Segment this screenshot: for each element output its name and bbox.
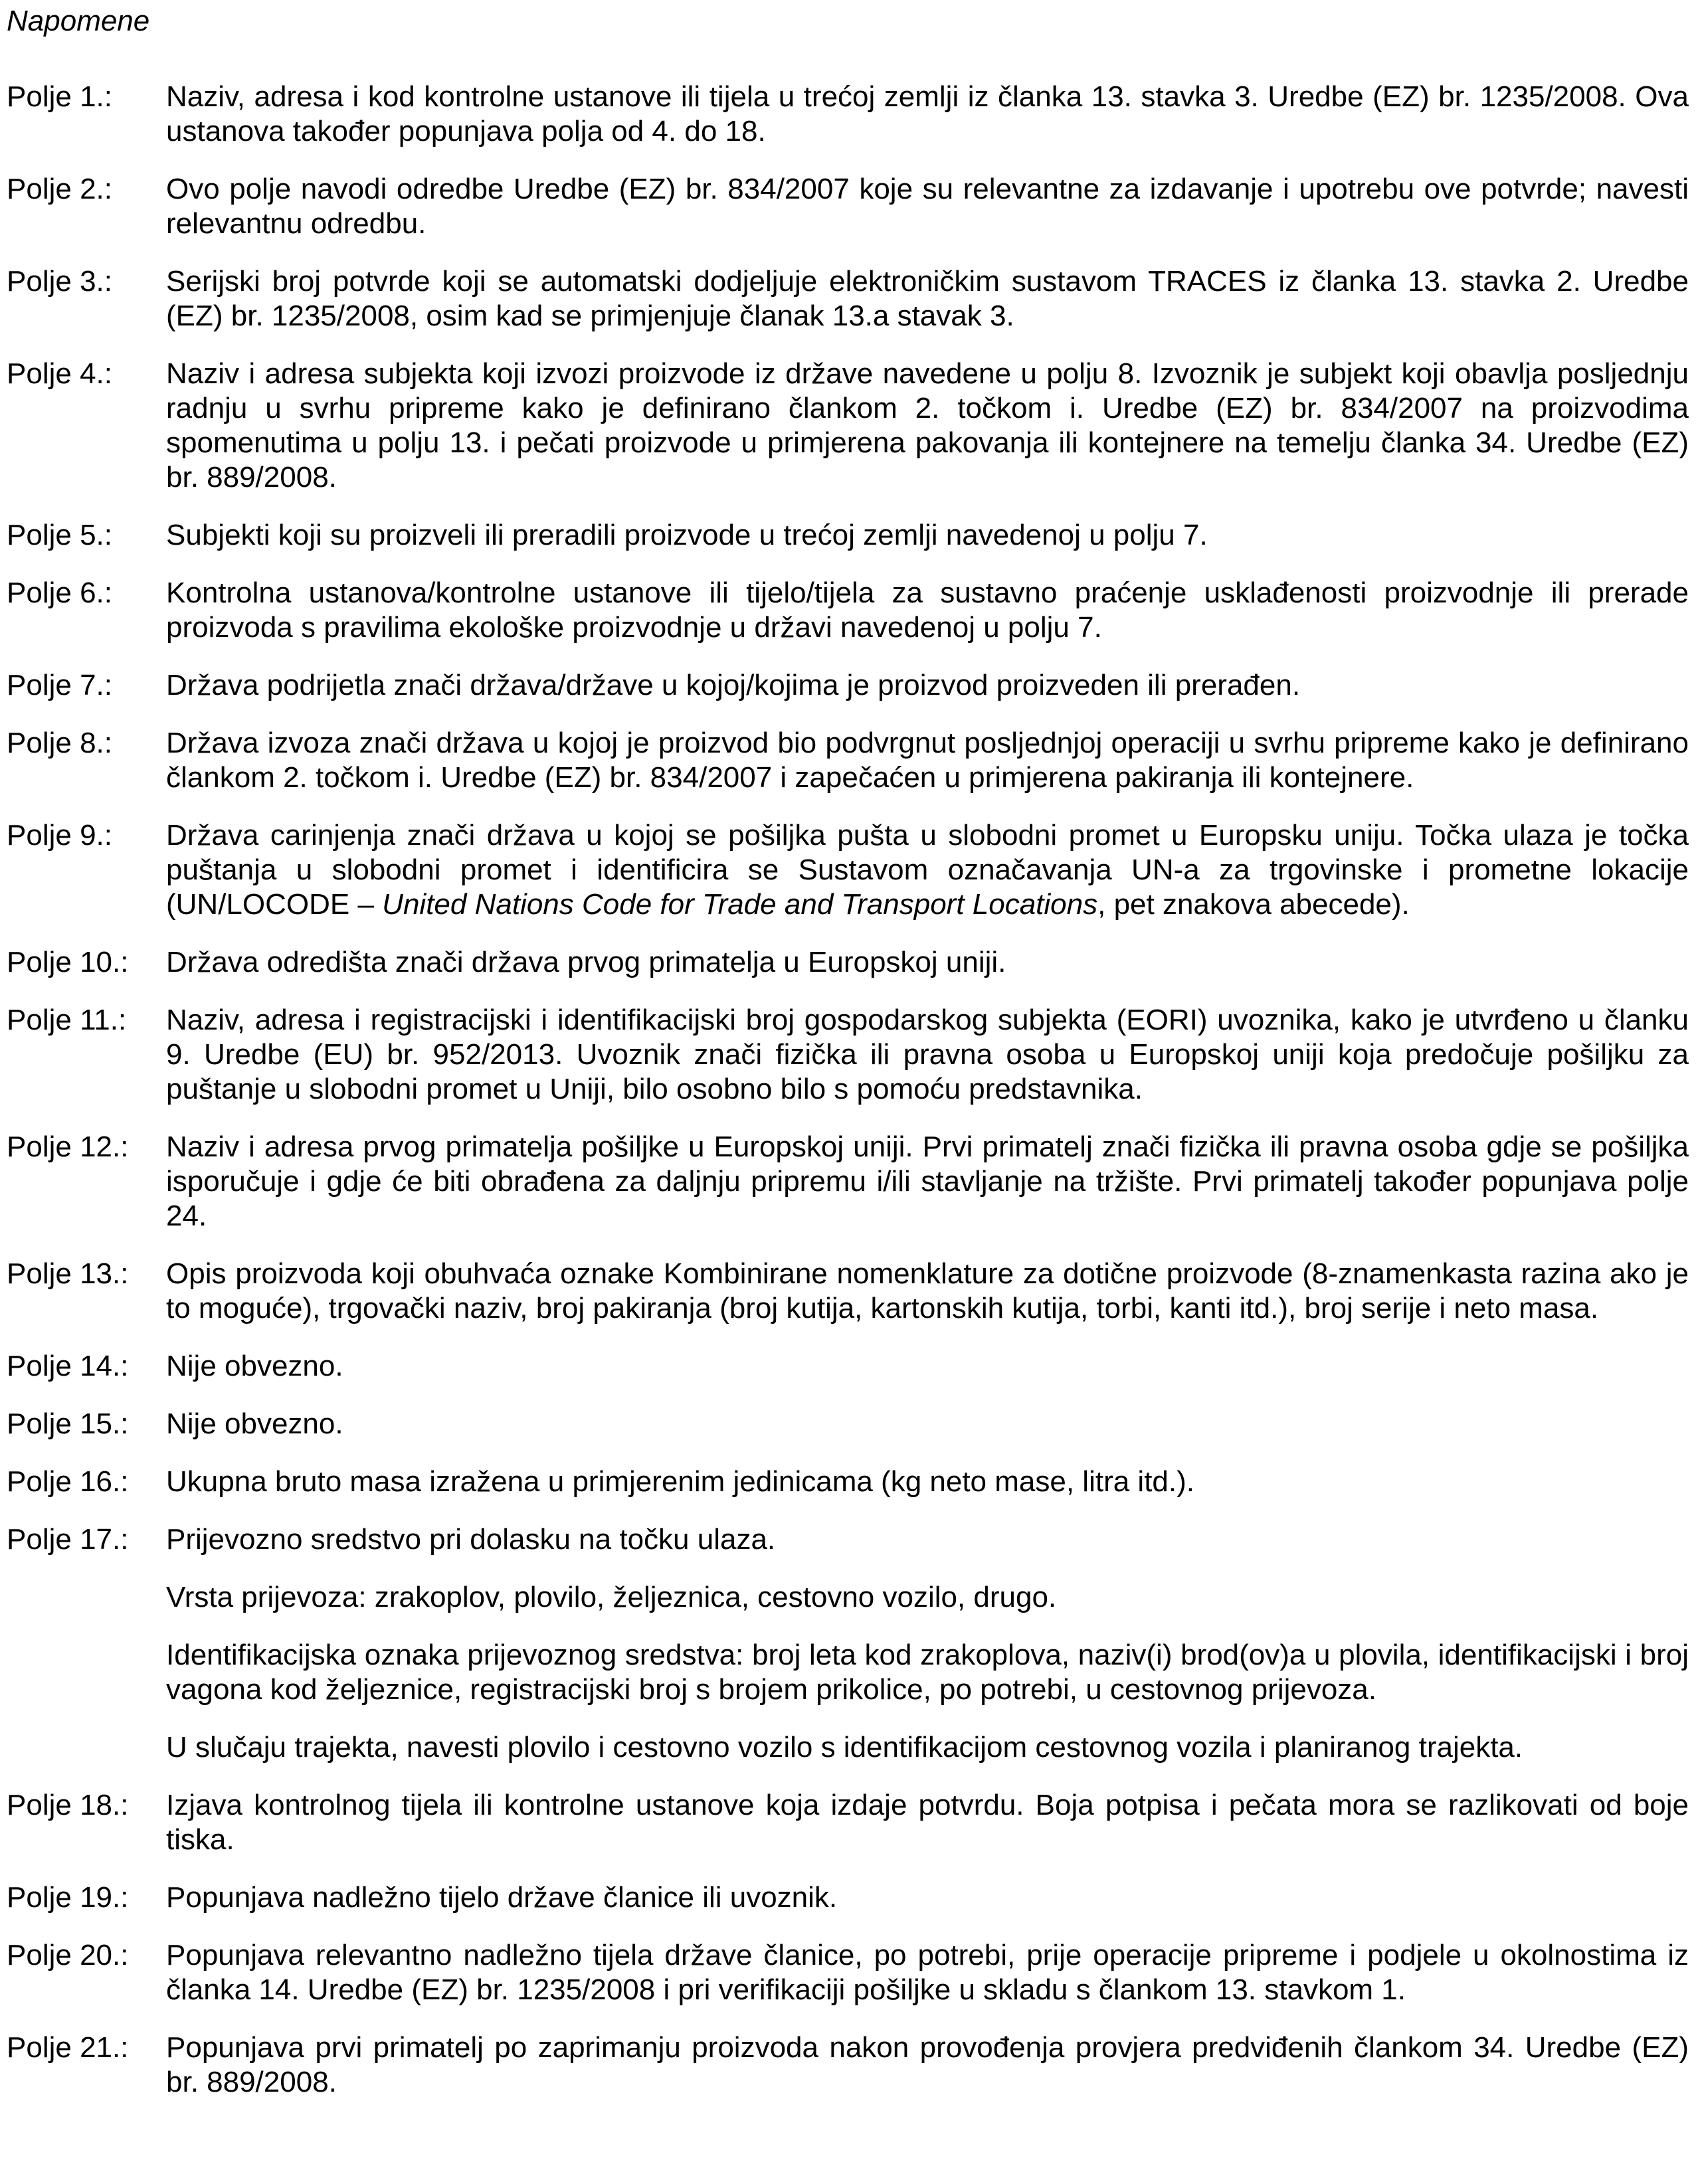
note-entry-polje-5-label: Polje 5.: [7,519,112,551]
note-entry-polje-19 [7,1880,1689,1915]
note-entry-polje-16 [7,1465,1689,1499]
note-entry-polje-18-label: Polje 18.: [7,1789,129,1821]
note-entry-polje-2-label: Polje 2.: [7,173,112,205]
note-entry-polje-17-body [166,1522,1689,1765]
document-heading: Napomene [7,5,150,37]
note-entry-polje-16-label: Polje 16.: [7,1465,129,1498]
note-entry-polje-15-text: Nije obvezno. [166,1408,343,1440]
note-entry-polje-8 [7,726,1689,795]
note-entry-polje-11-label: Polje 11.: [7,1004,127,1036]
note-entry-polje-16-text: Ukupna bruto masa izražena u primjerenim jedinicama (kg neto mase, litra itd.). [166,1465,1194,1498]
note-entry-polje-6-body [166,576,1689,645]
note-entry-polje-14-body [166,1349,1689,1384]
note-entry-polje-17-text-4: U slučaju trajekta, navesti plovilo i cestovno vozilo s identifikacijom cestovnog vozila i planiranog trajekta. [166,1731,1523,1764]
note-entry-polje-21-label: Polje 21.: [7,2031,129,2064]
note-entry-polje-5-body [166,518,1689,553]
note-entry-polje-16-body [166,1465,1689,1499]
note-entry-polje-11-text: Naziv, adresa i registracijski i identifikacijski broj gospodarskog subjekta (EORI) uvoznika, kako je utvrđeno u članku 9. Uredbe (EU) br. 952/2013. Uvoznik znači fizička ili pravna osoba u Europskoj uniji koja predočuje pošiljku za puštanje u slobodni promet u Uniji, bilo osobno bilo s pomoću predstavnika. [166,1004,1689,1105]
note-entry-polje-17-text-1: Prijevozno sredstvo pri dolasku na točku ulaza. [166,1523,776,1556]
polje-9-text-before-latin-phrase: Država carinjenja znači država u kojoj se pošiljka pušta u slobodni promet u Europsku uniju. Točka ulaza je točka puštanja u slobodni promet i identificira se Sustavom označavanja UN-a za trgovinske i prometne lokacije (UN/LOCODE – [166,819,1689,921]
note-entry-polje-18-text: Izjava kontrolnog tijela ili kontrolne ustanove koja izdaje potvrdu. Boja potpisa i pečata mora se razlikovati od boje tiska. [166,1789,1689,1856]
note-entry-polje-12-text: Naziv i adresa prvog primatelja pošiljke u Europskoj uniji. Prvi primatelj znači fizička ili pravna osoba gdje se pošiljka isporučuje i gdje će biti obrađena za daljnju pripremu i/ili stavljanje na tržište. Prvi primatelj također popunjava polje 24. [166,1131,1689,1232]
note-entry-polje-12-label: Polje 12.: [7,1131,129,1163]
note-entry-polje-13-body [166,1257,1689,1326]
note-entry-polje-14 [7,1349,1689,1384]
note-entry-polje-2 [7,172,1689,241]
note-entry-polje-11 [7,1003,1689,1107]
note-entry-polje-7-text: Država podrijetla znači država/države u kojoj/kojima je proizvod proizveden ili prerađen. [166,669,1301,701]
note-entry-polje-10 [7,945,1689,980]
note-entry-polje-13 [7,1257,1689,1326]
note-entry-polje-20-label: Polje 20.: [7,1939,129,1971]
note-entry-polje-10-text: Država odredišta znači država prvog primatelja u Europskoj uniji. [166,946,1006,978]
note-entry-polje-18 [7,1788,1689,1857]
note-entry-polje-20-body [166,1938,1689,2007]
note-entry-polje-21-text: Popunjava prvi primatelj po zaprimanju proizvoda nakon provođenja provjera predviđenih člankom 34. Uredbe (EZ) br. 889/2008. [166,2031,1689,2098]
note-entry-polje-18-body [166,1788,1689,1857]
note-entry-polje-19-text: Popunjava nadležno tijelo države članice ili uvoznik. [166,1881,838,1914]
note-entry-polje-7 [7,668,1689,703]
note-entry-polje-1-text: Naziv, adresa i kod kontrolne ustanove ili tijela u trećoj zemlji iz članka 13. stavka 3. Uredbe (EZ) br. 1235/2008. Ova ustanova također popunjava polja od 4. do 18. [166,80,1689,147]
note-entry-polje-7-label: Polje 7.: [7,669,112,701]
note-entry-polje-1-body [166,80,1689,149]
note-entry-polje-10-label: Polje 10.: [7,946,129,978]
note-entry-polje-4-label: Polje 4.: [7,357,112,390]
note-entry-polje-9-body [166,818,1689,922]
note-entry-polje-3 [7,264,1689,333]
note-entry-polje-8-body [166,726,1689,795]
note-entry-polje-19-body [166,1880,1689,1915]
note-entry-polje-20-text: Popunjava relevantno nadležno tijela države članice, po potrebi, prije operacije pripreme i podjele u okolnostima iz članka 14. Uredbe (EZ) br. 1235/2008 i pri verifikaciji pošiljke u skladu s člankom 13. stavkom 1. [166,1939,1689,2006]
note-entry-polje-6-text: Kontrolna ustanova/kontrolne ustanove ili tijelo/tijela za sustavno praćenje usklađenosti proizvodnje ili prerade proizvoda s pravilima ekološke proizvodnje u državi navedenoj u polju 7. [166,577,1689,644]
note-entry-polje-9 [7,818,1689,922]
note-entry-polje-19-label: Polje 19.: [7,1881,129,1914]
note-entry-polje-4-body [166,357,1689,495]
note-entry-polje-21 [7,2031,1689,2100]
note-entry-polje-12-body [166,1130,1689,1233]
note-entry-polje-1-label: Polje 1.: [7,80,112,113]
note-entry-polje-17-text-2: Vrsta prijevoza: zrakoplov, plovilo, željeznica, cestovno vozilo, drugo. [166,1581,1057,1613]
note-entry-polje-10-body [166,945,1689,980]
note-entry-polje-17 [7,1522,1689,1765]
note-entry-polje-8-text: Država izvoza znači država u kojoj je proizvod bio podvrgnut posljednjoj operaciji u svrhu pripreme kako je definirano člankom 2. točkom i. Uredbe (EZ) br. 834/2007 i zapečaćen u primjerena pakiranja ili kontejnere. [166,727,1689,794]
note-entry-polje-7-body [166,668,1689,703]
note-entry-polje-20 [7,1938,1689,2007]
polje-9-latin-phrase-italic: United Nations Code for Trade and Transport Locations [382,888,1098,921]
note-entry-polje-5-text: Subjekti koji su proizveli ili preradili proizvode u trećoj zemlji navedenoj u polju 7. [166,519,1208,551]
note-entry-polje-4-text: Naziv i adresa subjekta koji izvozi proizvode iz države navedene u polju 8. Izvoznik je subjekt koji obavlja posljednju radnju u svrhu pripreme kako je definirano člankom 2. točkom i. Uredbe (EZ) br. 834/2007 na proizvodima spomenutima u polju 13. i pečati proizvode u primjerena pakovanja ili kontejnere na temelju članka 34. Uredbe (EZ) br. 889/2008. [166,357,1689,494]
note-entry-polje-17-text-3: Identifikacijska oznaka prijevoznog sredstva: broj leta kod zrakoplova, naziv(i) brod(ov)a u plovila, identifikacijski i broj vagona kod željeznice, registracijski broj s brojem prikolice, po potrebi, u cestovnog prijevoza. [166,1639,1689,1706]
note-entry-polje-13-text: Opis proizvoda koji obuhvaća oznake Kombinirane nomenklature za dotične proizvode (8-znamenkasta razina ako je to moguće), trgovački naziv, broj pakiranja (broj kutija, kartonskih kutija, torbi, kanti itd.), broj serije i neto masa. [166,1257,1689,1324]
note-entry-polje-14-text: Nije obvezno. [166,1350,343,1382]
note-entry-polje-3-text: Serijski broj potvrde koji se automatski dodjeljuje elektroničkim sustavom TRACES iz članka 13. stavka 2. Uredbe (EZ) br. 1235/2008, osim kad se primjenjuje članak 13.a stavak 3. [166,265,1689,332]
note-entry-polje-1 [7,80,1689,149]
note-entry-polje-11-body [166,1003,1689,1107]
note-entry-polje-15-label: Polje 15.: [7,1408,129,1440]
note-entry-polje-15 [7,1407,1689,1441]
note-entry-polje-6 [7,576,1689,645]
note-entry-polje-9-label: Polje 9.: [7,819,112,852]
note-entry-polje-6-label: Polje 6.: [7,577,112,609]
note-entry-polje-2-text: Ovo polje navodi odredbe Uredbe (EZ) br. 834/2007 koje su relevantne za izdavanje i upotrebu ove potvrde; navesti relevantnu odredbu. [166,173,1689,240]
note-entry-polje-15-body [166,1407,1689,1441]
note-entry-polje-17-label: Polje 17.: [7,1523,129,1556]
note-entry-polje-12 [7,1130,1689,1233]
polje-9-text-after-latin-phrase: , pet znakova abecede). [1097,888,1410,921]
note-entry-polje-3-label: Polje 3.: [7,265,112,298]
note-entry-polje-14-label: Polje 14.: [7,1350,129,1382]
note-entry-polje-21-body [166,2031,1689,2100]
note-entry-polje-5 [7,518,1689,553]
note-entry-polje-9-text [166,818,1689,922]
note-entry-polje-4 [7,357,1689,495]
note-entry-polje-8-label: Polje 8.: [7,727,112,759]
note-entry-polje-2-body [166,172,1689,241]
note-entry-polje-13-label: Polje 13.: [7,1257,129,1290]
note-entry-polje-3-body [166,264,1689,333]
